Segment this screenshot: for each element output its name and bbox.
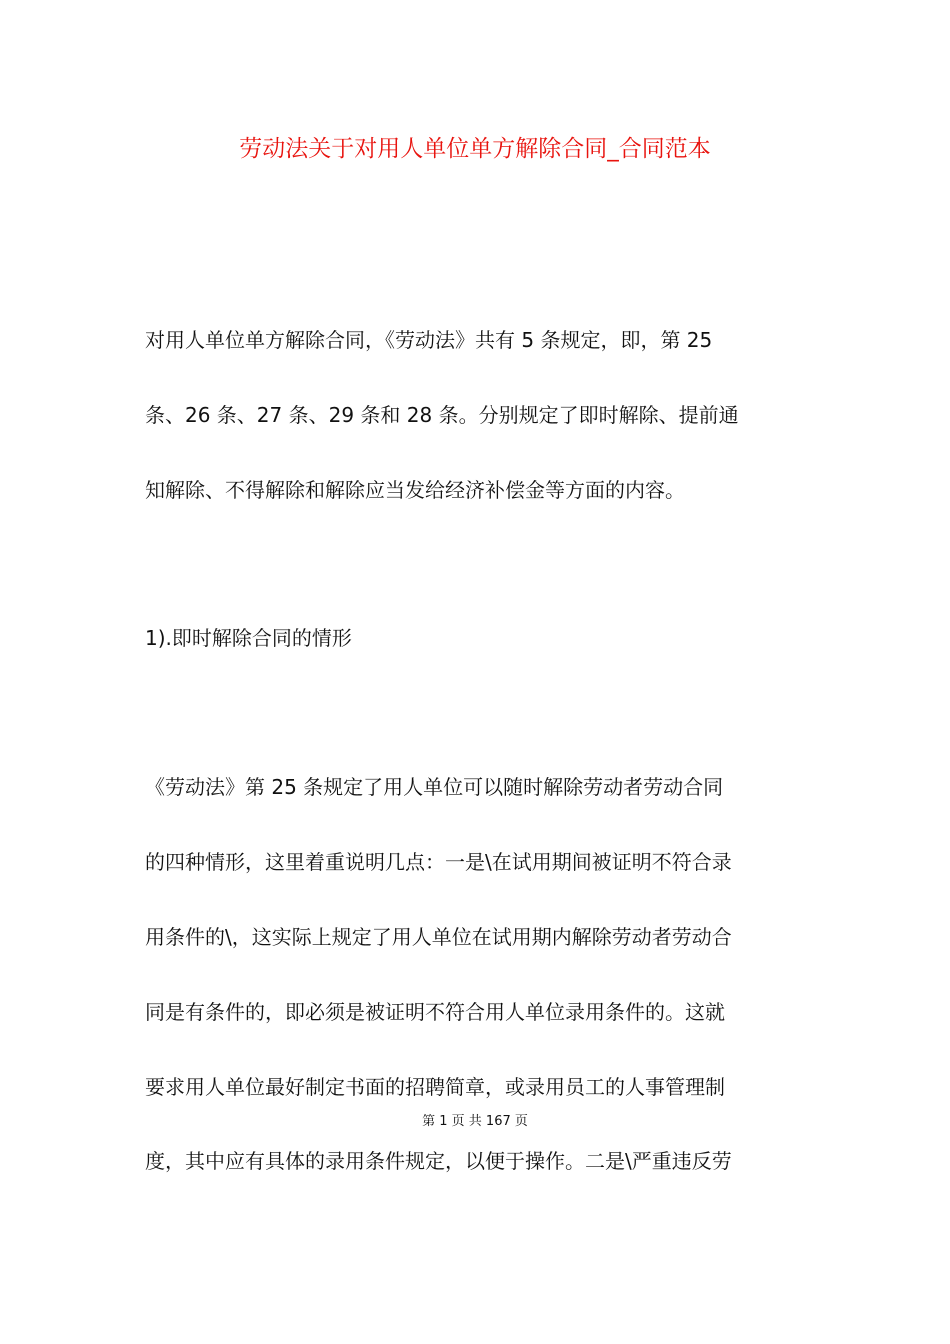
paragraph-2-line-2: 的四种情形，这里着重说明几点：一是\在试用期间被证明不符合录 bbox=[145, 850, 732, 874]
paragraph-1-line-3: 知解除、不得解除和解除应当发给经济补偿金等方面的内容。 bbox=[145, 478, 685, 502]
paragraph-1-line-1: 对用人单位单方解除合同，《劳动法》共有 5 条规定，即，第 25 bbox=[145, 328, 713, 352]
paragraph-2-line-1: 《劳动法》第 25 条规定了用人单位可以随时解除劳动者劳动合同 bbox=[145, 775, 724, 799]
paragraph-2-line-4: 同是有条件的，即必须是被证明不符合用人单位录用条件的。这就 bbox=[145, 1000, 725, 1024]
paragraph-2-line-3: 用条件的\，这实际上规定了用人单位在试用期内解除劳动者劳动合 bbox=[145, 925, 732, 949]
paragraph-1-line-2: 条、26 条、27 条、29 条和 28 条。分别规定了即时解除、提前通 bbox=[145, 403, 739, 427]
section-heading: 1).即时解除合同的情形 bbox=[145, 626, 352, 650]
page-number: 第 1 页 共 167 页 bbox=[422, 1114, 528, 1129]
paragraph-2-line-6: 度，其中应有具体的录用条件规定，以便于操作。二是\严重违反劳 bbox=[145, 1149, 732, 1173]
document-title: 劳动法关于对用人单位单方解除合同_合同范本 bbox=[239, 136, 711, 162]
paragraph-2-line-5: 要求用人单位最好制定书面的招聘简章，或录用员工的人事管理制 bbox=[145, 1075, 725, 1099]
